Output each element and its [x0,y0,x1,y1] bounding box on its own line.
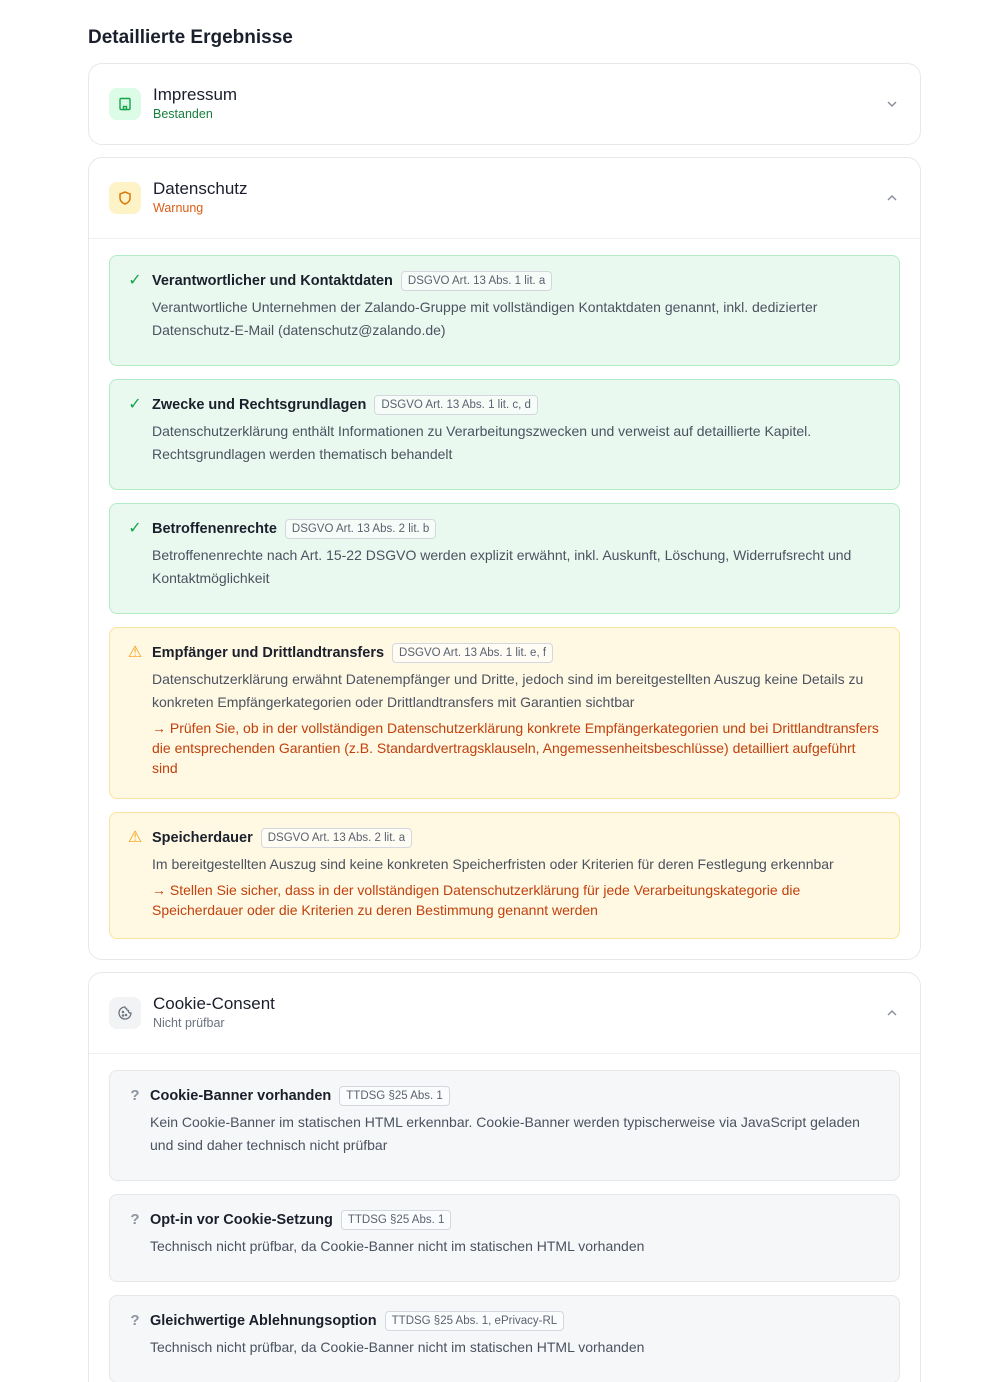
chevron-down-icon[interactable] [884,96,900,112]
warning-icon: ⚠ [127,829,143,846]
check-title: Speicherdauer [152,830,253,846]
check-item [109,1295,900,1382]
check-item [109,627,900,799]
check-title: Opt-in vor Cookie-Setzung [150,1212,333,1228]
legal-reference-tag: DSGVO Art. 13 Abs. 1 lit. a [401,271,552,291]
legal-reference-tag: TTDSG §25 Abs. 1, ePrivacy-RL [385,1311,565,1331]
check-title: Empfänger und Drittlandtransfers [152,645,385,661]
check-description: Kein Cookie-Banner im statischen HTML erkennbar. Cookie-Banner werden typischerweise via JavaScript geladen und sind daher technisch nicht prüfbar [150,1114,860,1153]
check-item [109,1194,900,1282]
question-icon: ? [130,1312,140,1329]
check-description: Datenschutzerklärung erwähnt Datenempfänger und Dritte, jedoch sind im bereitgestellten Auszug keine Details zu konkreten Empfängerkategorien oder Drittlandtransfers mit Garantien sichtbar [152,671,864,710]
section-impressum [88,63,921,145]
section-name: Cookie-Consent [153,994,275,1013]
legal-reference-tag: DSGVO Art. 13 Abs. 2 lit. a [261,828,412,848]
legal-reference-tag: DSGVO Art. 13 Abs. 2 lit. b [285,519,436,539]
section-name: Datenschutz [153,179,248,198]
check-title: Betroffenenrechte [152,521,277,537]
chevron-up-icon[interactable] [884,1005,900,1021]
legal-reference-tag: DSGVO Art. 13 Abs. 1 lit. e, f [392,643,553,663]
section-body [89,238,920,959]
section-header-impressum[interactable] [89,64,920,144]
check-title: Zwecke und Rechtsgrundlagen [152,397,367,413]
status-badge: Nicht prüfbar [153,1016,225,1030]
check-title: Gleichwertige Ablehnungsoption [150,1313,377,1329]
check-description: Technisch nicht prüfbar, da Cookie-Banner nicht im statischen HTML vorhanden [150,1238,645,1254]
section-datenschutz [88,157,921,960]
cookie-icon [109,997,141,1029]
building-icon [109,88,141,120]
status-badge: Warnung [153,201,204,215]
check-icon: ✓ [128,520,142,537]
recommendation-text: → Prüfen Sie, ob in der vollständigen Datenschutzerklärung konkrete Empfängerkategorien und bei Drittlandtransfers die entsprechenden Garantien (z.B. Standardvertragsklauseln, Angemessenheitsbeschlüsse) detailliert aufgeführt sind [152,720,879,776]
legal-reference-tag: DSGVO Art. 13 Abs. 1 lit. c, d [374,395,538,415]
section-cookie-consent [88,972,921,1382]
check-item [109,1070,900,1181]
legal-reference-tag: TTDSG §25 Abs. 1 [339,1086,450,1106]
results-page [88,24,921,1382]
question-icon: ? [130,1087,140,1104]
check-description: Verantwortliche Unternehmen der Zalando-Gruppe mit vollständigen Kontaktdaten genannt, inkl. dedizierter Datenschutz-E-Mail (datenschutz@zalando.de) [152,299,818,338]
check-description: Technisch nicht prüfbar, da Cookie-Banner nicht im statischen HTML vorhanden [150,1339,645,1355]
check-icon: ✓ [128,272,142,289]
legal-reference-tag: TTDSG §25 Abs. 1 [341,1210,452,1230]
recommendation-text: → Stellen Sie sicher, dass in der vollständigen Datenschutzerklärung für jede Verarbeitungskategorie die Speicherdauer oder die Kriterien zu deren Bestimmung genannt werden [152,882,801,918]
check-icon: ✓ [128,396,142,413]
check-description: Betroffenenrechte nach Art. 15-22 DSGVO werden explizit erwähnt, inkl. Auskunft, Löschung, Widerrufsrecht und Kontaktmöglichkeit [152,547,852,586]
check-title: Verantwortlicher und Kontaktdaten [152,273,393,289]
page-title: Detaillierte Ergebnisse [88,27,293,48]
check-item [109,379,900,490]
section-header-cookie-consent[interactable] [89,973,920,1053]
shield-icon [109,182,141,214]
chevron-up-icon[interactable] [884,190,900,206]
status-badge: Bestanden [153,107,213,121]
section-body [89,1053,920,1382]
check-item [109,255,900,366]
question-icon: ? [130,1211,140,1228]
check-item [109,503,900,614]
check-title: Cookie-Banner vorhanden [150,1088,332,1104]
check-item [109,812,900,939]
warning-icon: ⚠ [127,644,143,661]
section-header-datenschutz[interactable] [89,158,920,238]
check-description: Im bereitgestellten Auszug sind keine konkreten Speicherfristen oder Kriterien für deren Festlegung erkennbar [152,856,834,872]
check-description: Datenschutzerklärung enthält Informationen zu Verarbeitungszwecken und verweist auf detaillierte Kapitel. Rechtsgrundlagen werden thematisch behandelt [152,423,812,462]
section-name: Impressum [153,85,238,104]
